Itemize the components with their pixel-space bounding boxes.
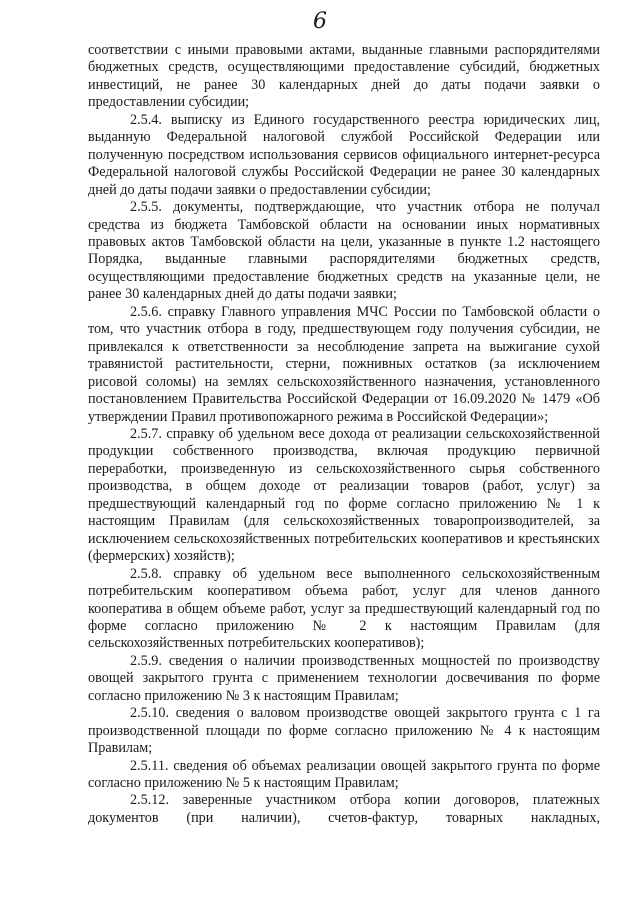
paragraph-2-5-7: 2.5.7. справку об удельном весе дохода от реализации сельскохозяйственной продукции собственного производства, включая продукцию первичной переработки, произведенную из сельскохозяйственного сырья собственного производства, в общем доходе от реализации товаров (работ, услуг) за предшествующий календарный год по форме согласно приложению № 1 к настоящим Правилам (для сельскохозяйственных товаропроизводителей, за исключением сельскохозяйственных потребительских кооперативов и крестьянских (фермерских) хозяйств); — [88, 425, 600, 565]
paragraph-continuation: соответствии с иными правовыми актами, выданные главными распорядителями бюджетных средств, осуществляющими предоставление субсидий, бюджетных инвестиций, не ранее 30 календарных дней до даты подачи заявки о предоставлении субсидии; — [88, 42, 600, 111]
paragraph-2-5-6: 2.5.6. справку Главного управления МЧС России по Тамбовской области о том, что участник отбора в году, предшествующем году получения субсидии, не привлекался к ответственности за несоблюдение запрета на выжигание сухой травянистой растительности, стерни, пожнивных остатков (за исключением рисовой соломы) на землях сельскохозяйственного назначения, установленного постановлением Правительства Российской Федерации от 16.09.2020 № 1479 «Об утверждении Правил противопожарного режима в Российской Федерации»; — [88, 303, 600, 425]
paragraph-2-5-10: 2.5.10. сведения о валовом производстве овощей закрытого грунта с 1 га производственной площади по форме согласно приложению № 4 к настоящим Правилам; — [88, 705, 600, 757]
paragraph-2-5-5: 2.5.5. документы, подтверждающие, что участник отбора не получал средства из бюджета Тамбовской области на основании иных нормативных правовых актов Тамбовской области на цели, указанные в пункте 1.2 настоящего Порядка, выданные главными распорядителями бюджетных средств, осуществляющими предоставление бюджетных средств на указанные цели, не ранее 30 календарных дней до даты подачи заявки; — [88, 199, 600, 303]
paragraph-2-5-11: 2.5.11. сведения об объемах реализации овощей закрытого грунта по форме согласно приложению № 5 к настоящим Правилам; — [88, 757, 600, 792]
paragraph-2-5-4: 2.5.4. выписку из Единого государственного реестра юридических лиц, выданную Федеральной налоговой службой Российской Федерации или полученную посредством использования сервисов официального интернет-ресурса Федеральной налоговой службы Российской Федерации не ранее 30 календарных дней до даты подачи заявки о предоставлении субсидии; — [88, 111, 600, 198]
page-number: 6 — [313, 9, 327, 34]
paragraph-2-5-8: 2.5.8. справку об удельном весе выполненного сельскохозяйственным потребительским кооперативом объема работ, услуг для членов данного кооператива в общем объеме работ, услуг за предшествующий календарный год по форме согласно приложению № 2 к настоящим Правилам (для сельскохозяйственных потребительских кооперативов); — [88, 565, 600, 652]
paragraph-2-5-12: 2.5.12. заверенные участником отбора копии договоров, платежных документов (при наличии), счетов-фактур, товарных накладных, — [88, 792, 600, 826]
document-body — [88, 42, 600, 827]
paragraph-2-5-9: 2.5.9. сведения о наличии производственных мощностей по производству овощей закрытого грунта с применением технологии досвечивания по форме согласно приложению № 3 к настоящим Правилам; — [88, 652, 600, 704]
